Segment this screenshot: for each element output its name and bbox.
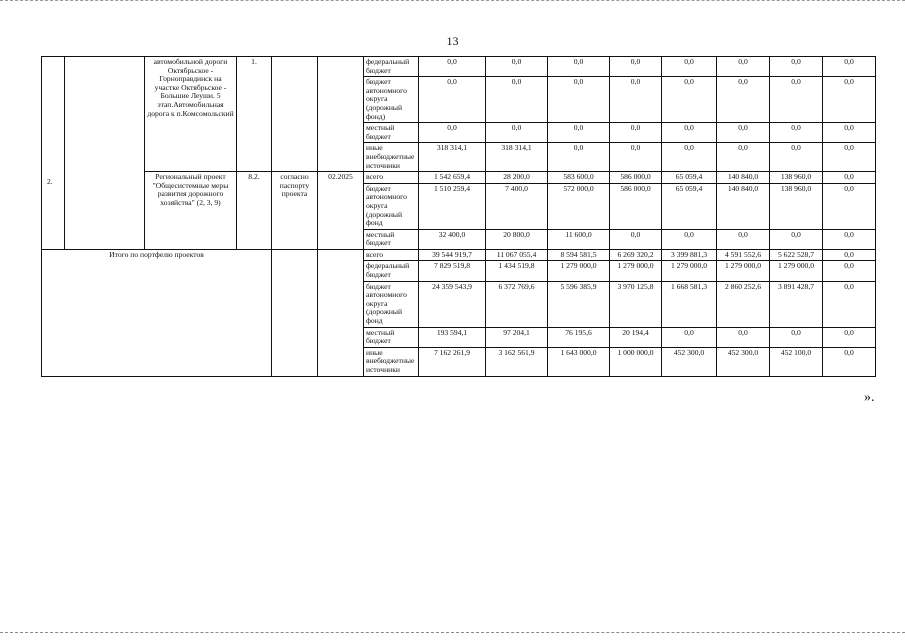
page-number: 13 [446, 34, 459, 48]
value-cell: 39 544 919,7 [419, 249, 486, 261]
project-basis-cell: согласно паспорту проекта [272, 172, 318, 250]
value-cell: 0,0 [610, 77, 662, 123]
value-cell: 3 970 125,8 [610, 281, 662, 327]
funding-source-cell: всего [364, 172, 419, 184]
value-cell: 65 059,4 [662, 183, 717, 229]
funding-source-cell: иные внебюджетные источники [364, 347, 419, 376]
value-cell: 0,0 [823, 123, 876, 143]
funding-source-cell: всего [364, 249, 419, 261]
value-cell: 0,0 [662, 143, 717, 172]
value-cell: 0,0 [419, 77, 486, 123]
value-cell: 0,0 [770, 123, 823, 143]
cell-basis [272, 57, 318, 172]
value-cell: 0,0 [717, 229, 770, 249]
value-cell: 1 434 519,8 [486, 261, 548, 281]
value-cell: 0,0 [717, 327, 770, 347]
scan-edge-top [0, 0, 905, 3]
value-cell: 3 399 881,3 [662, 249, 717, 261]
value-cell: 97 204,1 [486, 327, 548, 347]
value-cell: 0,0 [823, 347, 876, 376]
value-cell: 32 400,0 [419, 229, 486, 249]
value-cell: 0,0 [770, 229, 823, 249]
funding-source-cell: бюджет автономного округа (дорожный фонд [364, 183, 419, 229]
cell-blank [65, 57, 145, 250]
value-cell: 1 668 581,3 [662, 281, 717, 327]
cell-date [318, 57, 364, 172]
value-cell: 1 542 659,4 [419, 172, 486, 184]
value-cell: 0,0 [770, 143, 823, 172]
closing-quote-mark: ». [864, 390, 875, 405]
value-cell: 0,0 [548, 123, 610, 143]
value-cell: 1 510 259,4 [419, 183, 486, 229]
value-cell: 0,0 [823, 77, 876, 123]
value-cell: 0,0 [662, 327, 717, 347]
value-cell: 8 594 581,5 [548, 249, 610, 261]
project-index-cell: 1. [237, 57, 272, 172]
funding-source-cell: местный бюджет [364, 327, 419, 347]
value-cell: 0,0 [770, 57, 823, 77]
value-cell: 7 400,0 [486, 183, 548, 229]
value-cell: 1 279 000,0 [770, 261, 823, 281]
value-cell: 1 279 000,0 [610, 261, 662, 281]
cell-basis [272, 249, 318, 376]
value-cell: 0,0 [823, 172, 876, 184]
value-cell: 11 067 055,4 [486, 249, 548, 261]
funding-source-cell: бюджет автономного округа (дорожный фонд [364, 281, 419, 327]
value-cell: 0,0 [610, 123, 662, 143]
value-cell: 0,0 [419, 123, 486, 143]
cell-number [42, 57, 65, 250]
table-row [42, 172, 905, 184]
value-cell: 65 059,4 [662, 172, 717, 184]
value-cell: 452 300,0 [717, 347, 770, 376]
funding-source-cell: бюджет автономного округа (дорожный фонд) [364, 77, 419, 123]
value-cell: 1 000 000,0 [610, 347, 662, 376]
value-cell: 0,0 [717, 57, 770, 77]
value-cell: 140 840,0 [717, 172, 770, 184]
projects-funding-table [41, 56, 905, 377]
value-cell: 5 622 528,7 [770, 249, 823, 261]
value-cell: 0,0 [610, 229, 662, 249]
value-cell: 0,0 [823, 183, 876, 229]
value-cell: 0,0 [717, 143, 770, 172]
value-cell: 138 960,0 [770, 172, 823, 184]
table-row [42, 57, 905, 77]
value-cell: 3 891 428,7 [770, 281, 823, 327]
value-cell: 76 195,6 [548, 327, 610, 347]
value-cell: 0,0 [770, 77, 823, 123]
value-cell: 4 591 552,6 [717, 249, 770, 261]
project-name-cell: Региональный проект "Общесистемные меры развития дорожного хозяйства" (2, 3, 9) [145, 172, 237, 250]
value-cell: 0,0 [610, 143, 662, 172]
value-cell: 6 269 320,2 [610, 249, 662, 261]
funding-source-cell: федеральный бюджет [364, 57, 419, 77]
funding-source-cell: иные внебюджетные источники [364, 143, 419, 172]
value-cell: 452 300,0 [662, 347, 717, 376]
project-index-cell: 8.2. [237, 172, 272, 250]
value-cell: 28 200,0 [486, 172, 548, 184]
value-cell: 0,0 [717, 77, 770, 123]
project-name-cell: автомобильной дороги Октябрьское - Горноправдинск на участке Октябрьское - Большие Леуши. 5 этап.Автомобильная дорога к п.Комсомольский [145, 57, 237, 172]
value-cell: 1 643 000,0 [548, 347, 610, 376]
value-cell: 5 596 385,9 [548, 281, 610, 327]
table-row [42, 249, 905, 261]
portfolio-total-label: Итого по портфелю проектов [42, 249, 272, 376]
value-cell: 24 359 543,9 [419, 281, 486, 327]
value-cell: 0,0 [823, 249, 876, 261]
value-cell: 318 314,1 [419, 143, 486, 172]
project-date-cell: 02.2025 [318, 172, 364, 250]
value-cell: 140 840,0 [717, 183, 770, 229]
funding-source-cell: местный бюджет [364, 123, 419, 143]
value-cell: 3 162 561,9 [486, 347, 548, 376]
value-cell: 0,0 [823, 143, 876, 172]
value-cell: 0,0 [823, 281, 876, 327]
value-cell: 0,0 [486, 57, 548, 77]
value-cell: 0,0 [823, 57, 876, 77]
value-cell: 20 194,4 [610, 327, 662, 347]
value-cell: 0,0 [662, 123, 717, 143]
value-cell: 0,0 [823, 327, 876, 347]
value-cell: 583 600,0 [548, 172, 610, 184]
value-cell: 0,0 [419, 57, 486, 77]
value-cell: 318 314,1 [486, 143, 548, 172]
value-cell: 138 960,0 [770, 183, 823, 229]
value-cell: 0,0 [823, 261, 876, 281]
value-cell: 0,0 [548, 143, 610, 172]
value-cell: 0,0 [662, 57, 717, 77]
value-cell: 0,0 [610, 57, 662, 77]
value-cell: 452 100,0 [770, 347, 823, 376]
value-cell: 586 000,0 [610, 183, 662, 229]
row-number-2: 2. [47, 177, 53, 186]
cell-date [318, 249, 364, 376]
value-cell: 0,0 [770, 327, 823, 347]
value-cell: 586 000,0 [610, 172, 662, 184]
value-cell: 0,0 [717, 123, 770, 143]
value-cell: 572 000,0 [548, 183, 610, 229]
value-cell: 0,0 [662, 229, 717, 249]
funding-source-cell: местный бюджет [364, 229, 419, 249]
scan-edge-bottom [0, 632, 905, 635]
value-cell: 0,0 [486, 123, 548, 143]
value-cell: 0,0 [662, 77, 717, 123]
value-cell: 0,0 [823, 229, 876, 249]
value-cell: 193 594,1 [419, 327, 486, 347]
value-cell: 7 829 519,8 [419, 261, 486, 281]
value-cell: 1 279 000,0 [717, 261, 770, 281]
value-cell: 6 372 769,6 [486, 281, 548, 327]
value-cell: 1 279 000,0 [548, 261, 610, 281]
value-cell: 1 279 000,0 [662, 261, 717, 281]
value-cell: 0,0 [548, 77, 610, 123]
value-cell: 20 800,0 [486, 229, 548, 249]
value-cell: 7 162 261,9 [419, 347, 486, 376]
funding-source-cell: федеральный бюджет [364, 261, 419, 281]
value-cell: 11 600,0 [548, 229, 610, 249]
value-cell: 0,0 [548, 57, 610, 77]
value-cell: 0,0 [486, 77, 548, 123]
value-cell: 2 860 252,6 [717, 281, 770, 327]
